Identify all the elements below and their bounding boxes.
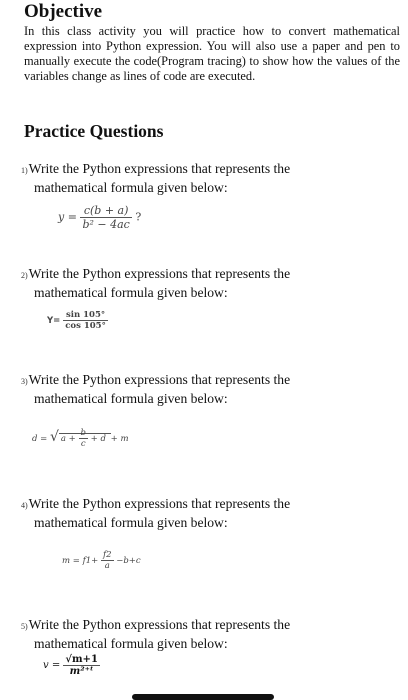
- question-text-line1: Write the Python expressions that represents the: [28, 161, 291, 176]
- home-indicator[interactable]: [132, 694, 274, 700]
- question-5: [21, 617, 401, 652]
- question-text-line2: mathematical formula given below:: [34, 635, 228, 651]
- formula-lhs: m = f1+: [62, 556, 99, 566]
- question-number: 4): [21, 501, 28, 510]
- fraction-denominator: m²⁺ᵗ: [69, 666, 94, 677]
- question-2: [21, 266, 401, 301]
- formula-lhs: v =: [43, 660, 61, 671]
- fraction-denominator: cos 105°: [65, 321, 106, 331]
- formula-tail: + m: [110, 434, 129, 444]
- intro-paragraph: In this class activity you will practice how to convert mathematical expression into Python expression. You will also use a paper and pen to manually execute the code(Program tracing) to show how the values of the variables change as lines of code are executed.: [24, 24, 400, 83]
- question-text-line1: Write the Python expressions that represents the: [28, 496, 291, 511]
- question-number: 3): [21, 377, 28, 386]
- fraction-numerator: sin 105°: [63, 310, 108, 321]
- question-text-line1: Write the Python expressions that represents the: [28, 372, 291, 387]
- fraction: [63, 654, 100, 677]
- formula-tail: −b+c: [116, 556, 141, 566]
- formula-lhs: y =: [58, 210, 77, 224]
- fraction-denominator: b² − 4ac: [82, 218, 130, 231]
- radicand-term: + d: [90, 434, 106, 444]
- question-1: [21, 161, 401, 196]
- fraction-numerator: √m+1: [65, 654, 98, 665]
- page-title: Objective: [24, 1, 103, 22]
- question-number: 5): [21, 622, 28, 631]
- question-text-line2: mathematical formula given below:: [34, 390, 228, 406]
- question-3: [21, 372, 401, 407]
- radicand: [59, 428, 111, 449]
- formula-tail: ?: [135, 210, 142, 224]
- fraction: [63, 310, 108, 331]
- formula-lhs: Y=: [47, 316, 61, 326]
- question-text-line2: mathematical formula given below:: [34, 284, 228, 300]
- fraction: [80, 204, 131, 231]
- fraction-numerator: b: [80, 428, 86, 438]
- fraction-denominator: c: [80, 439, 86, 449]
- fraction: [79, 428, 88, 449]
- radicand-term: a +: [60, 434, 76, 444]
- question-number: 2): [21, 271, 28, 280]
- fraction-denominator: a: [104, 561, 110, 571]
- formula-lhs: d =: [32, 434, 48, 444]
- formula-5: [43, 654, 100, 677]
- question-text-line2: mathematical formula given below:: [34, 179, 228, 195]
- question-text-line1: Write the Python expressions that represents the: [28, 266, 291, 281]
- sqrt-icon: √: [49, 429, 59, 445]
- question-4: [21, 496, 401, 531]
- question-text-line1: Write the Python expressions that represents the: [28, 617, 291, 632]
- formula-2: [47, 310, 108, 331]
- fraction-numerator: c(b + a): [80, 204, 131, 218]
- question-number: 1): [21, 166, 28, 175]
- formula-4: [62, 550, 141, 571]
- question-text-line2: mathematical formula given below:: [34, 514, 228, 530]
- fraction-numerator: f2: [102, 550, 112, 560]
- formula-3: [32, 428, 129, 449]
- fraction: [101, 550, 114, 571]
- section-title: Practice Questions: [24, 121, 164, 141]
- formula-1: [58, 204, 141, 231]
